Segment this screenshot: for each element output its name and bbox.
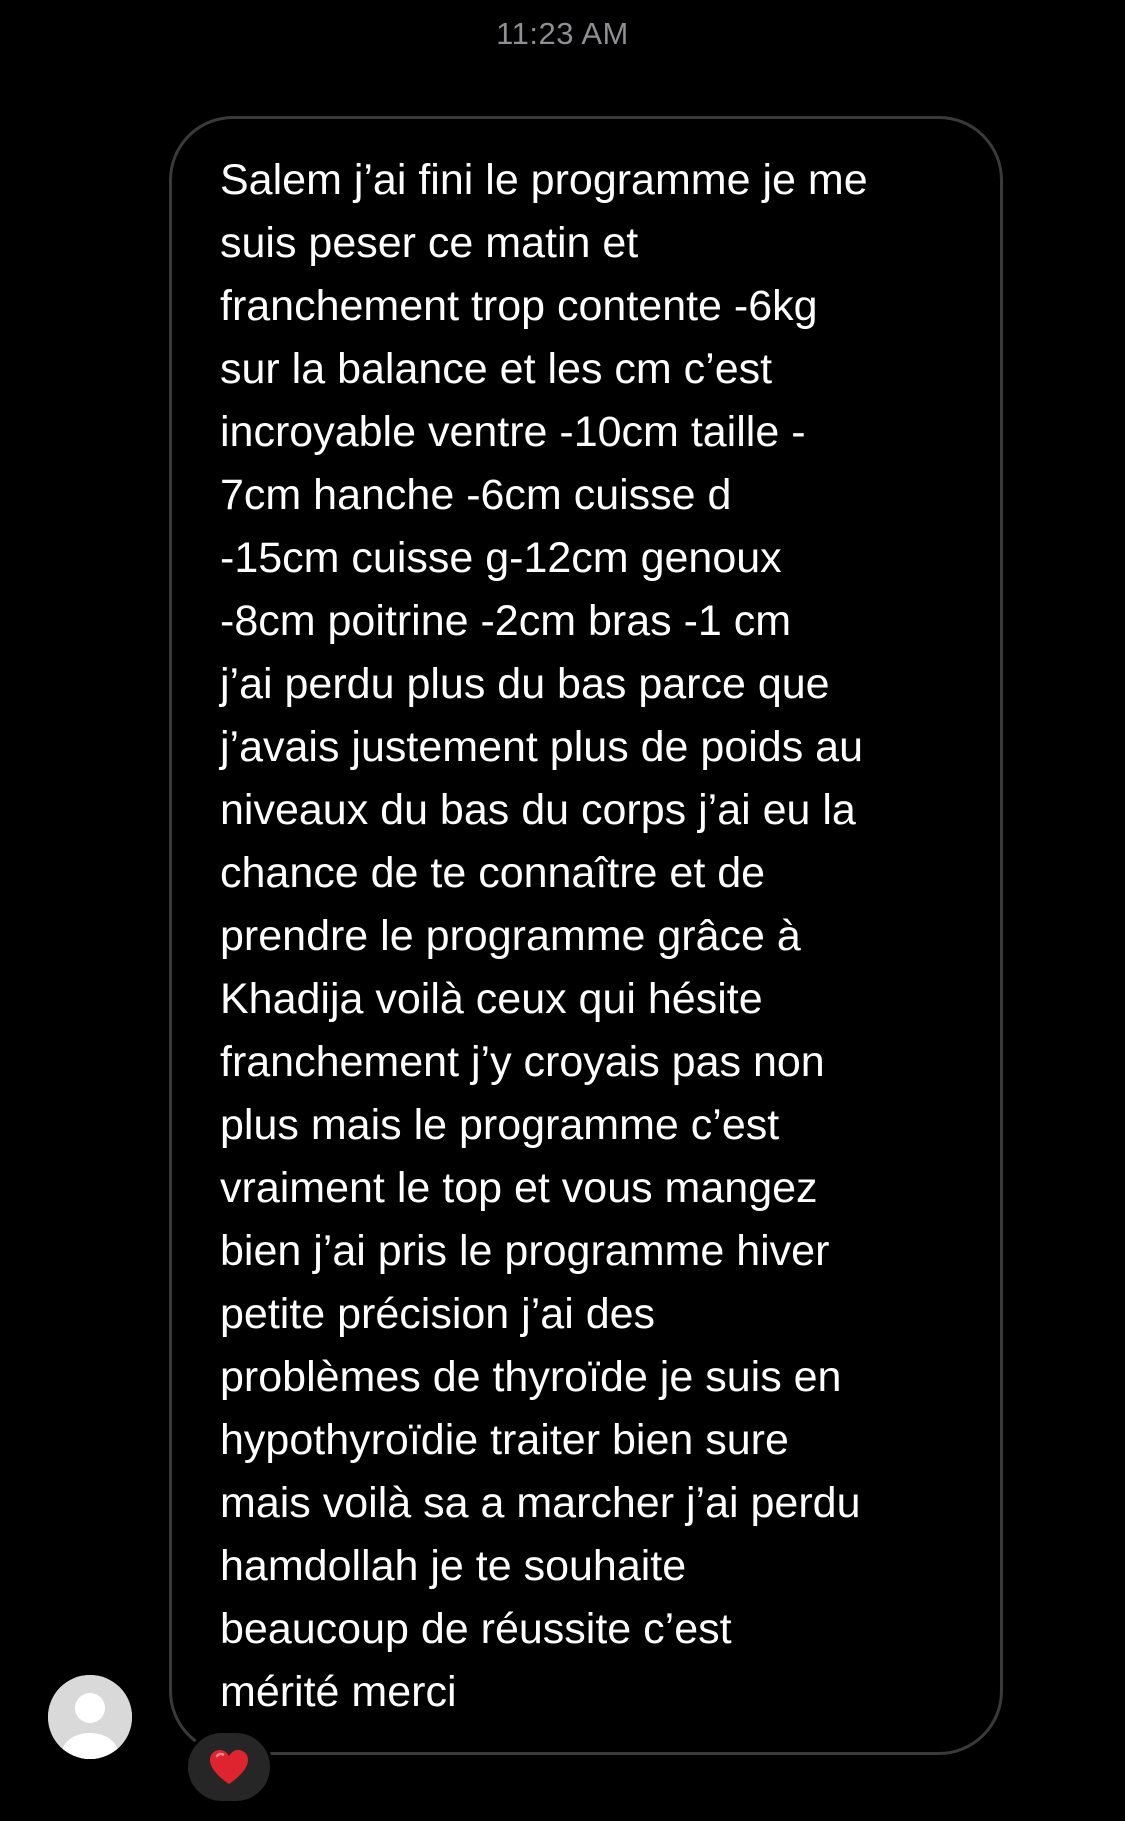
message-timestamp: 11:23 AM	[496, 16, 629, 51]
message-text: Salem j’ai fini le programme je me suis peser ce matin et franchement trop contente -6kg sur la balance et les cm c’est incroyable ventre -10cm taille - 7cm hanche -6cm cuisse d -15cm cuisse g-12cm genoux -8cm poitrine -2cm bras -1 cm j’ai perdu plus du bas parce que j’avais justement plus de poids au niveaux du bas du corps j’ai eu la chance de te connaître et de prendre le programme grâce à Khadija voilà ceux qui hésite franchement j’y croyais pas non plus mais le programme c’est vraiment le top et vous mangez bien j’ai pris le programme hiver petite précision j’ai des problèmes de thyroïde je suis en hypothyroïdie traiter bien sure mais voilà sa a marcher j’ai perdu hamdollah je te souhaite beaucoup de réussite c’est mérité merci	[220, 156, 868, 1716]
message-bubble[interactable]	[169, 116, 1003, 1755]
heart-reaction[interactable]	[185, 1730, 273, 1804]
default-user-avatar-icon	[48, 1675, 132, 1759]
red-heart-icon	[208, 1748, 250, 1786]
sender-avatar[interactable]	[48, 1675, 132, 1759]
